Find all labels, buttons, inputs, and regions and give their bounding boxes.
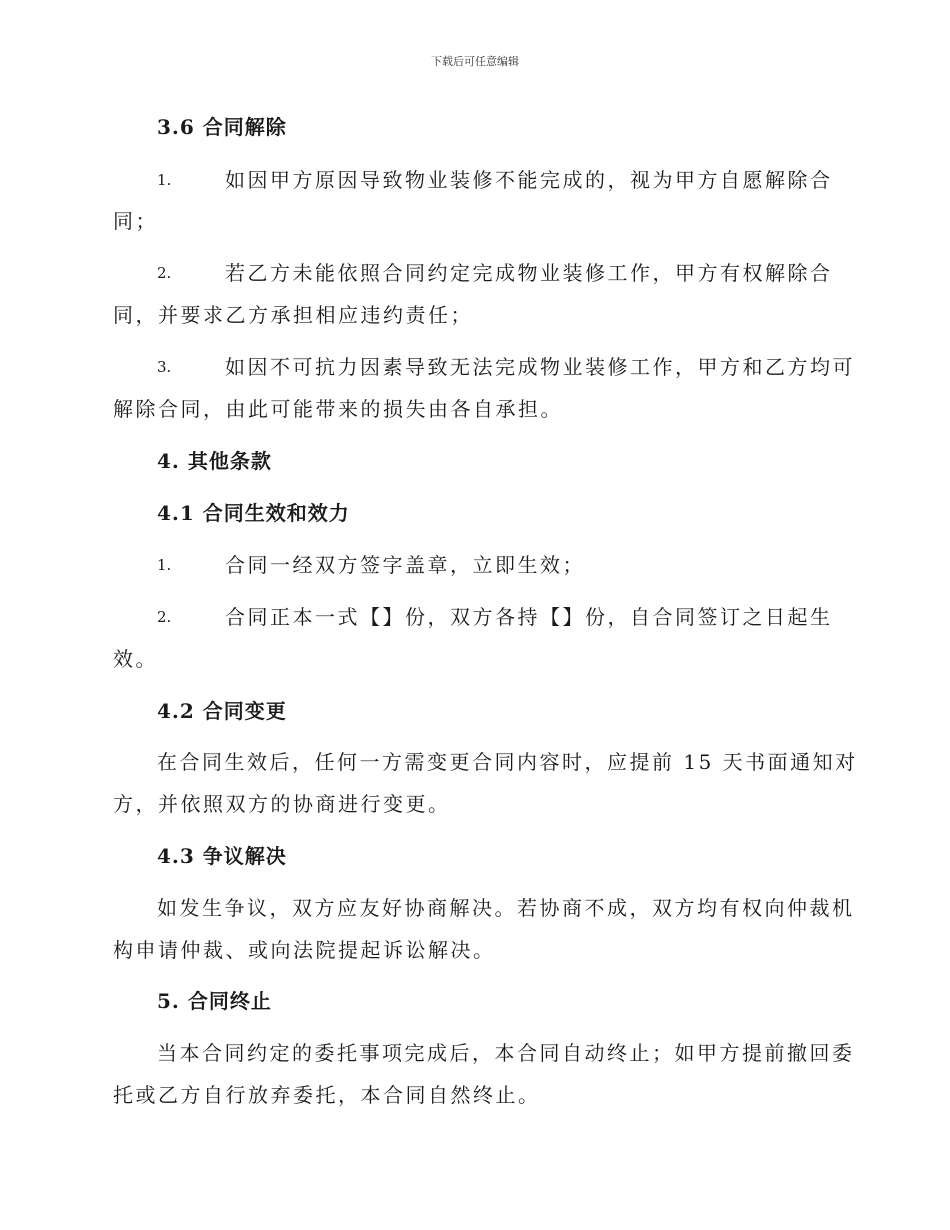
paragraph-text: 在合同生效后，任何一方需变更合同内容时，应提前 15 天书面通知对 [157, 750, 858, 774]
list-number: 2. [157, 608, 172, 626]
list-item-text: 如因甲方原因导致物业装修不能完成的，视为甲方自愿解除合 [225, 168, 833, 192]
section-heading-5: 5. 合同终止 [157, 989, 272, 1013]
list-item-text: 合同一经双方签字盖章，立即生效； [225, 553, 585, 577]
paragraph-text: 如发生争议，双方应友好协商解决。若协商不成，双方均有权向仲裁机 [157, 896, 855, 920]
section-heading-4-1: 4.1 合同生效和效力 [157, 501, 350, 525]
list-item-text-continued: 同； [113, 209, 158, 233]
list-item-text: 合同正本一式【】份，双方各持【】份，自合同签订之日起生 [225, 605, 833, 629]
paragraph-text-continued: 构申请仲裁、或向法院提起诉讼解决。 [113, 938, 496, 962]
paragraph-text-continued: 托或乙方自行放弃委托，本合同自然终止。 [113, 1083, 541, 1107]
page-header: 下载后可任意编辑 [431, 55, 519, 68]
section-heading-4-3: 4.3 争议解决 [157, 844, 287, 868]
list-item-text: 若乙方未能依照合同约定完成物业装修工作，甲方有权解除合 [225, 261, 833, 285]
section-heading-4-2: 4.2 合同变更 [157, 699, 287, 723]
list-item-text-continued: 解除合同，由此可能带来的损失由各自承担。 [113, 397, 563, 421]
list-number: 1. [157, 556, 172, 574]
list-item-text: 如因不可抗力因素导致无法完成物业装修工作，甲方和乙方均可 [225, 355, 855, 379]
list-number: 2. [157, 264, 172, 282]
list-item-text-continued: 同，并要求乙方承担相应违约责任； [113, 303, 473, 327]
paragraph-text: 当本合同约定的委托事项完成后，本合同自动终止；如甲方提前撤回委 [157, 1041, 855, 1065]
paragraph-text-continued: 方，并依照双方的协商进行变更。 [113, 792, 451, 816]
list-item-text-continued: 效。 [113, 647, 158, 671]
list-number: 3. [157, 358, 172, 376]
list-number: 1. [157, 171, 172, 189]
section-heading-3-6: 3.6 合同解除 [157, 115, 287, 139]
section-heading-4: 4. 其他条款 [157, 449, 272, 473]
